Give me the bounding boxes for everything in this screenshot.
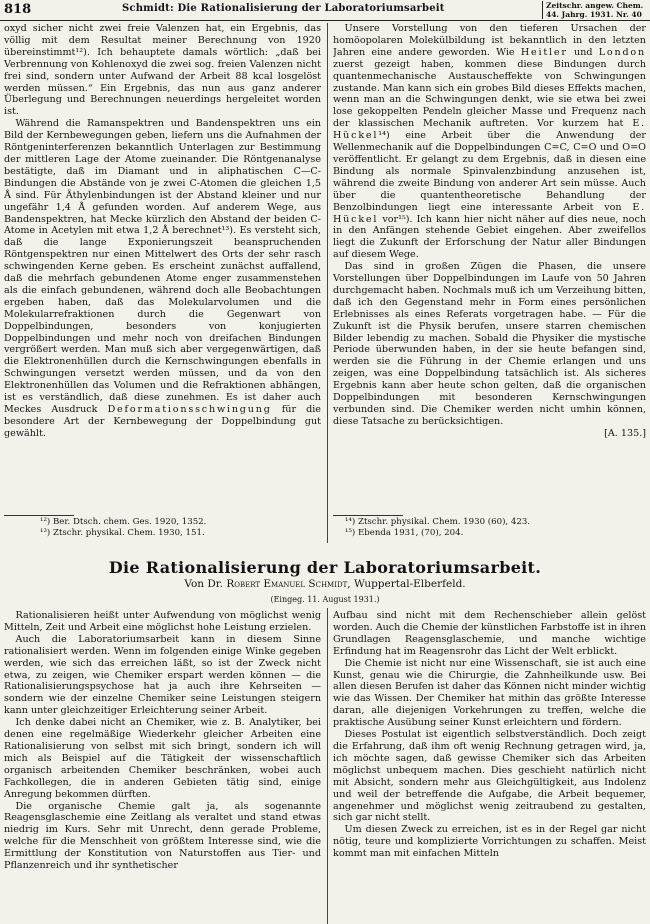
author-name: E. Hückel — [333, 118, 646, 142]
paragraph: Auch die Laboratoriumsarbeit kann in diesem Sinne rationalisiert werden. Wenn im folgenden einige Winke gegeben werden, wie sich das erreichen läßt, so ist der Zweck nicht etwa, zu zeigen, wie Chemiker erspart werden können — die Rationalisierungspsychose hat ja auch ihre Kehrseiten — sondern wie der einzelne Chemiker seine Leistungen steigern kann unter gleichzeitiger Erleichterung seiner Arbeit. — [4, 633, 321, 717]
footnotes-left — [40, 517, 206, 539]
paragraph: Während die Ramanspektren und Bandenspektren uns ein Bild der Kernbewegungen geben, liefern uns die Aufnahmen der Röntgeninterferenzen bekanntlich Unterlagen zur Bestimmung der mittleren Lage der Atome zueinander. Die Röntgenanalyse bestätigte, daß im Diamant und in aliphatischen C—C-Bindungen die Abstände von je zwei C-Atomen die gleichen 1,5 Å sind. Für Äthylenbindungen ist der Abstand kleiner und nur ungefähr 1,4 Å gefunden worden. Auf anderem Wege, aus Bandenspektren, hat Mecke kürzlich den Abstand der beiden C-Atome in Acetylen mit etwa 1,2 Å berechnet¹³). Es versteht sich, daß die lange Exponierungszeit beanspruchenden Röntgenspektren nur einen Mittelwert des Orts der sehr rasch schwingenden Kerne geben. Es erscheint zunächst auffallend, daß die mehrfach gebundenen Atome enger zusammenstehen als die einfach gebundenen, während doch alle Beobachtungen ergeben haben, daß das Molekularvolumen und die Molekularrefraktionen durch die Gegenwart von Doppelbindungen, besonders von konjugierten Doppelbindungen und mehr noch von dreifachen Bindungen vergrößert werden. Man muß sich aber vergegenwärtigen, daß die Elektronenhüllen durch die Kernschwingungen ebenfalls in Schwingungen versetzt werden müssen, und da von den Elektronenhüllen das Volumen und die Refraktionen abhängen, ist es verständlich, daß diese zunehmen. Es ist daher auch Meckes Ausdruck Deformationsschwingung für die besondere Art der Kernbewegung der Doppelbindung gut gewählt. — [4, 118, 321, 439]
paragraph: Die Chemie ist nicht nur eine Wissenschaft, sie ist auch eine Kunst, genau wie die Chirurgie, die Zahnheilkunde usw. Bei allen diesen Berufen ist daher das Können nicht minder wichtig wie das Wissen. Der Chemiker hat mithin das größte Interesse daran, alle diejenigen Vorkehrungen zu treffen, welche die praktische Ausübung seiner Kunst erleichtern und fördern. — [333, 657, 646, 729]
left-column-bottom — [4, 610, 321, 924]
article-signoff: [A. 135.] — [604, 427, 646, 439]
author-name: Heitler — [520, 46, 568, 58]
right-column-top — [333, 23, 646, 513]
footnote: ¹⁴) Ztschr. physikal. Chem. 1930 (60), 423. — [345, 517, 531, 527]
footnote-rule — [333, 515, 403, 516]
running-title: Schmidt: Die Rationalisierung der Laboratoriumsarbeit — [122, 3, 445, 14]
spaced-term: Deformationsschwingung — [107, 404, 272, 415]
paragraph: Dieses Postulat ist eigentlich selbstverständlich. Doch zeigt die Erfahrung, daß ihm oft wenig Rechnung getragen wird, ja, ich möchte sagen, daß gewisse Chemiker sich das Arbeiten möglichst unbequem machen. Dies geschieht natürlich nicht mit Absicht, sondern mehr aus Gleichgültigkeit, aus Indolenz und weil der betreffende die Aufgabe, die Arbeit bequemer, angenehmer und möglichst wenig zeitraubend zu gestalten, sich gar nicht stellt. — [333, 729, 646, 824]
author-name: Robert Emanuel Schmidt — [226, 578, 348, 590]
paragraph: Um diesen Zweck zu erreichen, ist es in der Regel gar nicht nötig, teure und komplizierte Vorrichtungen zu schaffen. Meist kommt man mit einfachen Mitteln — [333, 824, 646, 860]
journal-reference — [542, 1, 643, 19]
right-column-bottom — [333, 610, 646, 924]
column-divider — [327, 23, 328, 543]
paragraph: Rationalisieren heißt unter Aufwendung von möglichst wenig Mitteln, Zeit und Arbeit eine möglichst hohe Leistung erzielen. — [4, 610, 321, 633]
footnote: ¹⁵) Ebenda 1931, (70), 204. — [345, 528, 464, 538]
paragraph: Die organische Chemie galt ja, als sogenannte Reagensglaschemie eine Zeitlang als veraltet und stand etwas niedrig im Kurs. Sehr mit Unrecht, denn gerade Probleme, welche für die Menschheit von größtem Interesse sind, wie die Ermittlung der Konstitution von Naturstoffen aus Tier- und Pflanzenreich und ihr synthetischer — [4, 800, 321, 872]
running-header — [0, 0, 650, 22]
footnote: ¹³) Ztschr. physikal. Chem. 1930, 151. — [40, 528, 205, 538]
paragraph: oxyd sicher nicht zwei freie Valenzen hat, ein Ergebnis, das völlig mit dem Resultat meiner Berechnung von 1920 übereinstimmt¹²). Ich behauptete damals wörtlich: „daß bei Verbrennung von Kohlenoxyd die zwei sog. freien Valenzen nicht frei sind, sondern unter Aufwand der Arbeit 88 kcal losgelöst werden müssen.“ Ein Ergebnis, das nun aus ganz anderer Überlegung und Berechnungen neuerdings hergeleitet worden ist. — [4, 23, 321, 118]
footnote: ¹²) Ber. Dtsch. chem. Ges. 1920, 1352. — [40, 517, 207, 527]
paragraph: Unsere Vorstellung von den tieferen Ursachen der homöopolaren Molekülbildung ist bekanntlich in den letzten Jahren eine andere geworden. Wie Heitler und London zuerst gezeigt haben, kommen diese Bindungen durch quantenmechanische Austauscheffekte von Schwingungen zustande. Man kann sich ein grobes Bild dieses Effekts machen, wenn man an die Schwingungen denkt, wie sie etwa bei zwei lose gekoppelten Pendeln gleicher Masse und Frequenz nach der klassischen Mechanik auftreten. Vor kurzem hat E. Hückel¹⁴) eine Arbeit über die Anwendung der Wellenmechanik auf die Doppelbindungen C=C, C=O und O=O veröffentlicht. Er gelangt zu dem Ergebnis, daß in diesen eine Bindung als normale Spinvalenzbindung anzusehen ist, während die zweite Bindung von anderer Art sein müsse. Auch über die quantentheoretische Behandlung der Benzolbindungen liegt eine interessante Arbeit von E. Hückel vor¹⁵). Ich kann hier nicht näher auf dies neue, noch in den Anfängen stehende Gebiet eingehen. Aber zweifellos liegt die Zukunft der Erforschung der Natur aller Bindungen auf diesem Wege. — [333, 23, 646, 261]
journal-ref-line1: Zeitschr. angew. Chem. — [546, 1, 644, 10]
received-date: (Eingeg. 11. August 1931.) — [270, 595, 380, 604]
footnote-rule — [4, 515, 74, 516]
column-divider — [327, 608, 328, 924]
article-author: Von Dr. Robert Emanuel Schmidt, Wuppertal-Elberfeld. — [184, 578, 466, 590]
footnotes-right — [345, 517, 530, 539]
page-number: 818 — [4, 2, 32, 17]
paragraph: Aufbau sind nicht mit dem Rechenschieber allein gelöst worden. Auch die Chemie der künstlichen Farbstoffe ist in ihren Grundlagen Reagensglaschemie, und manche wichtige Erfindung hat im Reagensrohr das Licht der Welt erblickt. — [333, 610, 646, 657]
journal-ref-line2: 44. Jahrg. 1931. Nr. 40 — [546, 10, 642, 19]
paragraph: Das sind in großen Zügen die Phasen, die unsere Vorstellungen über Doppelbindungen im Laufe von 50 Jahren durchgemacht haben. Nochmals muß ich um Verzeihung bitten, daß ich den Gegenstand mehr in Form eines persönlichen Erlebnisses als eines Referats vorgetragen habe. — Für die Zukunft ist die Physik berufen, unsere starren chemischen Bilder lebendig zu machen. Sobald die Physiker die mystische Periode überwunden haben, in der sie heute befangen sind, werden sie die Führung in der Chemie erlangen und uns zeigen, was eine Doppelbindung tatsächlich ist. Als sicheres Ergebnis kann aber heute schon gelten, daß die organischen Doppelbindungen mit besonderen Kernschwingungen verbunden sind. Die Chemiker werden nicht umhin können, diese Tatsache zu berücksichtigen. — [333, 261, 646, 427]
paragraph: Ich denke dabei nicht an Chemiker, wie z. B. Analytiker, bei denen eine regelmäßige Wiederkehr gleicher Arbeiten eine Rationalisierung von selbst mit sich bringt, sondern ich will mich als Beispiel auf die Tätigkeit der wissenschaftlich organisch arbeitenden Chemiker beschränken, wobei auch Fachkollegen, die in anderen Gebieten tätig sind, einige Anregung bekommen dürften. — [4, 717, 321, 800]
left-column-top — [4, 23, 321, 513]
article-title: Die Rationalisierung der Laboratoriumsarbeit. — [108, 558, 542, 577]
header-rule — [0, 20, 650, 21]
author-name: London — [598, 46, 646, 58]
author-name: E. Hückel — [333, 201, 646, 225]
